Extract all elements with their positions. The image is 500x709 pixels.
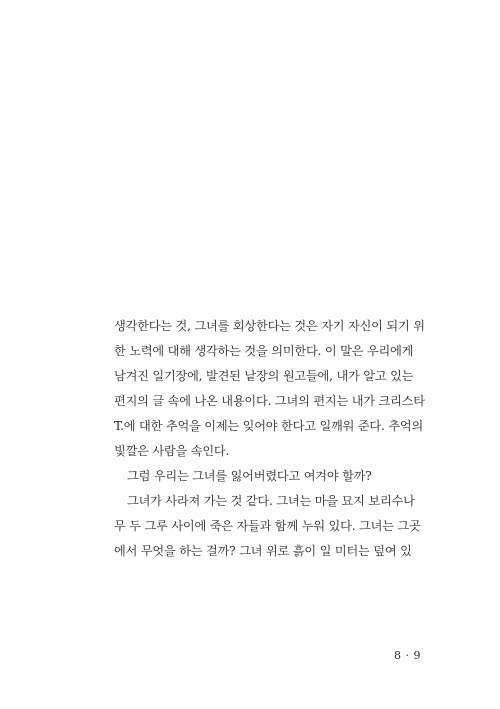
text-line: 그녀가 사라져 가는 것 같다. 그녀는 마을 묘지 보리수나	[127, 494, 415, 508]
text-line: 생각한다는 것, 그녀를 회상한다는 것은 자기 자신이 되기 위	[114, 319, 425, 333]
page-number: 8 · 9	[394, 649, 421, 662]
text-line: 한 노력에 대해 생각하는 것을 의미한다. 이 말은 우리에게	[114, 344, 414, 358]
text-line: 편지의 글 속에 나온 내용이다. 그녀의 편지는 내가 크리스타	[114, 394, 425, 408]
text-line: 빛깔은 사람을 속인다.	[114, 444, 230, 458]
text-line: 에서 무엇을 하는 걸까? 그녀 위로 흙이 일 미터는 덮여 있	[114, 544, 412, 558]
text-line: 남겨진 일기장에, 발견된 낱장의 원고들에, 내가 알고 있는	[114, 369, 414, 383]
text-line: 무 두 그루 사이에 죽은 자들과 함께 누워 있다. 그녀는 그곳	[114, 519, 421, 533]
text-line: 그럼 우리는 그녀를 잃어버렸다고 여겨야 할까?	[127, 469, 372, 483]
text-line: T.에 대한 추억을 이제는 잊어야 한다고 일깨워 준다. 추억의	[114, 419, 424, 433]
